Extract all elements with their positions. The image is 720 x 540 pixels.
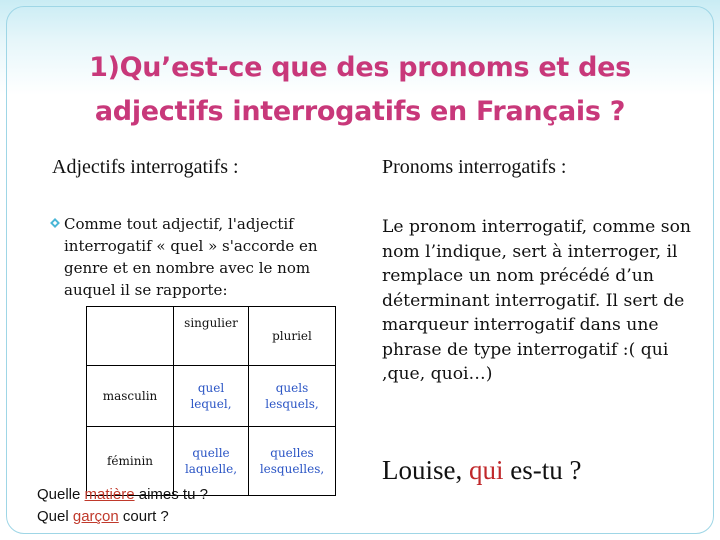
example-1-before: Quelle (37, 486, 85, 503)
word-lesquelles: lesquelles, (259, 462, 325, 476)
pronoun-example (382, 455, 581, 486)
example-1-highlight: matière (84, 486, 135, 503)
pronoun-example-highlight: qui (469, 455, 504, 485)
word-quel: quel (197, 381, 225, 395)
example-2-before: Quel (37, 508, 73, 525)
word-lesquels: lesquels, (265, 397, 319, 411)
word-quelle: quelle (192, 446, 230, 460)
adjectives-heading: Adjectifs interrogatifs : (52, 156, 239, 178)
title-line-2: adjectifs interrogatifs en Français ? (94, 96, 626, 127)
table-row (87, 366, 336, 427)
example-sentence-2 (37, 508, 169, 525)
table-corner-cell (87, 307, 174, 366)
agreement-table (86, 306, 336, 496)
example-1-after: aimes tu ? (134, 486, 208, 503)
column-header-pluriel: pluriel (249, 307, 336, 366)
slide-title (20, 46, 700, 134)
word-quelles: quelles (270, 446, 314, 460)
cell-masculin-singulier (174, 366, 249, 427)
pronoun-example-before: Louise, (382, 455, 469, 485)
title-line-1: 1)Qu’est-ce que des pronoms et des (89, 52, 631, 83)
cell-feminin-pluriel (249, 427, 336, 496)
example-2-after: court ? (118, 508, 169, 525)
row-label-masculin: masculin (87, 366, 174, 427)
adjectives-paragraph: Comme tout adjectif, l'adjectif interrogatif « quel » s'accorde en genre et en nombre avec le nom auquel il se rapporte: (64, 215, 318, 299)
cell-masculin-pluriel (249, 366, 336, 427)
diamond-bullet-icon (50, 218, 60, 228)
word-lequel: lequel, (190, 397, 232, 411)
row-label-feminin: féminin (87, 427, 174, 496)
word-quels: quels (275, 381, 309, 395)
pronoun-example-after: es-tu ? (503, 455, 582, 485)
example-2-highlight: garçon (72, 508, 119, 525)
word-laquelle: laquelle, (184, 462, 238, 476)
table-header-row (87, 307, 336, 366)
pronouns-paragraph: Le pronom interrogatif, comme son nom l’indique, sert à interroger, il remplace un nom précédé d’un déterminant interrogatif. Il sert de marqueur interrogatif dans une phrase de type interrogatif :( qui ,que, quoi…) (382, 217, 691, 384)
pronouns-heading: Pronoms interrogatifs : (382, 156, 567, 178)
example-sentence-1 (37, 486, 208, 503)
column-header-singulier: singulier (174, 307, 249, 366)
